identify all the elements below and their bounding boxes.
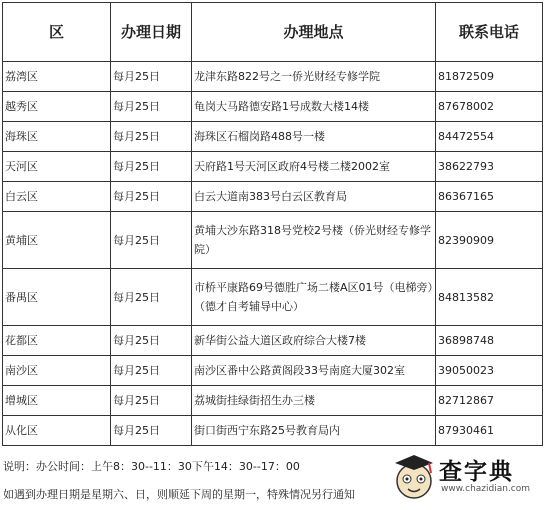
phone-cell: 86367165: [436, 182, 543, 212]
district-cell: 荔湾区: [3, 62, 111, 92]
office-hours-note: 说明：办公时间：上午8：30--11：30下午14：30--17：00: [3, 460, 300, 473]
district-cell: 南沙区: [3, 356, 111, 386]
district-cell: 从化区: [3, 416, 111, 446]
date-cell: 每月25日: [111, 92, 192, 122]
registration-table: [2, 2, 543, 446]
date-cell: 每月25日: [111, 182, 192, 212]
phone-cell: 38622793: [436, 152, 543, 182]
date-cell: 每月25日: [111, 326, 192, 356]
place-cell: 南沙区番中公路黄阁段33号南庭大厦302室: [192, 356, 436, 386]
date-cell: 每月25日: [111, 356, 192, 386]
table-row: [3, 62, 543, 92]
table-row: [3, 122, 543, 152]
place-cell: 黄埔大沙东路318号党校2号楼（侨光财经专修学院）: [192, 212, 436, 269]
phone-cell: 81872509: [436, 62, 543, 92]
place-cell: 龟岗大马路德安路1号成数大楼14楼: [192, 92, 436, 122]
district-cell: 白云区: [3, 182, 111, 212]
header-date: 办理日期: [111, 3, 192, 62]
place-cell: 新华街公益大道区政府综合大楼7楼: [192, 326, 436, 356]
table-row: [3, 416, 543, 446]
phone-cell: 87678002: [436, 92, 543, 122]
district-cell: 黄埔区: [3, 212, 111, 269]
holiday-note: 如遇到办理日期是星期六、日，则顺延下周的星期一，特殊情况另行通知: [3, 488, 355, 501]
phone-cell: 84472554: [436, 122, 543, 152]
date-cell: 每月25日: [111, 122, 192, 152]
table-row: [3, 182, 543, 212]
table-row: [3, 386, 543, 416]
watermark-logo: [389, 447, 541, 509]
phone-cell: 36898748: [436, 326, 543, 356]
place-cell: 市桥平康路69号德胜广场二楼A区01号（电梯旁）（德才自考辅导中心）: [192, 269, 436, 326]
district-cell: 增城区: [3, 386, 111, 416]
table-row: [3, 269, 543, 326]
date-cell: 每月25日: [111, 386, 192, 416]
phone-cell: 84813582: [436, 269, 543, 326]
place-cell: 街口街西宁东路25号教育局内: [192, 416, 436, 446]
header-place: 办理地点: [192, 3, 436, 62]
table-row: [3, 356, 543, 386]
date-cell: 每月25日: [111, 152, 192, 182]
district-cell: 天河区: [3, 152, 111, 182]
date-cell: 每月25日: [111, 269, 192, 326]
phone-cell: 39050023: [436, 356, 543, 386]
phone-cell: 82712867: [436, 386, 543, 416]
district-cell: 海珠区: [3, 122, 111, 152]
district-cell: 番禺区: [3, 269, 111, 326]
table-row: [3, 212, 543, 269]
district-cell: 花都区: [3, 326, 111, 356]
place-cell: 天府路1号天河区政府4号楼二楼2002室: [192, 152, 436, 182]
logo-url: www.chazidian.com: [441, 484, 531, 494]
phone-cell: 87930461: [436, 416, 543, 446]
table-row: [3, 326, 543, 356]
place-cell: 龙津东路822号之一侨光财经专修学院: [192, 62, 436, 92]
table-row: [3, 92, 543, 122]
place-cell: 白云大道南383号白云区教育局: [192, 182, 436, 212]
place-cell: 荔城街挂绿街招生办三楼: [192, 386, 436, 416]
header-phone: 联系电话: [436, 3, 543, 62]
header-district: 区: [3, 3, 111, 62]
logo-title: 查字典: [439, 459, 514, 485]
date-cell: 每月25日: [111, 62, 192, 92]
place-cell: 海珠区石榴岗路488号一楼: [192, 122, 436, 152]
table-header-row: [3, 3, 543, 62]
table-row: [3, 152, 543, 182]
date-cell: 每月25日: [111, 416, 192, 446]
date-cell: 每月25日: [111, 212, 192, 269]
phone-cell: 82390909: [436, 212, 543, 269]
mascot-icon: [391, 451, 437, 501]
district-cell: 越秀区: [3, 92, 111, 122]
